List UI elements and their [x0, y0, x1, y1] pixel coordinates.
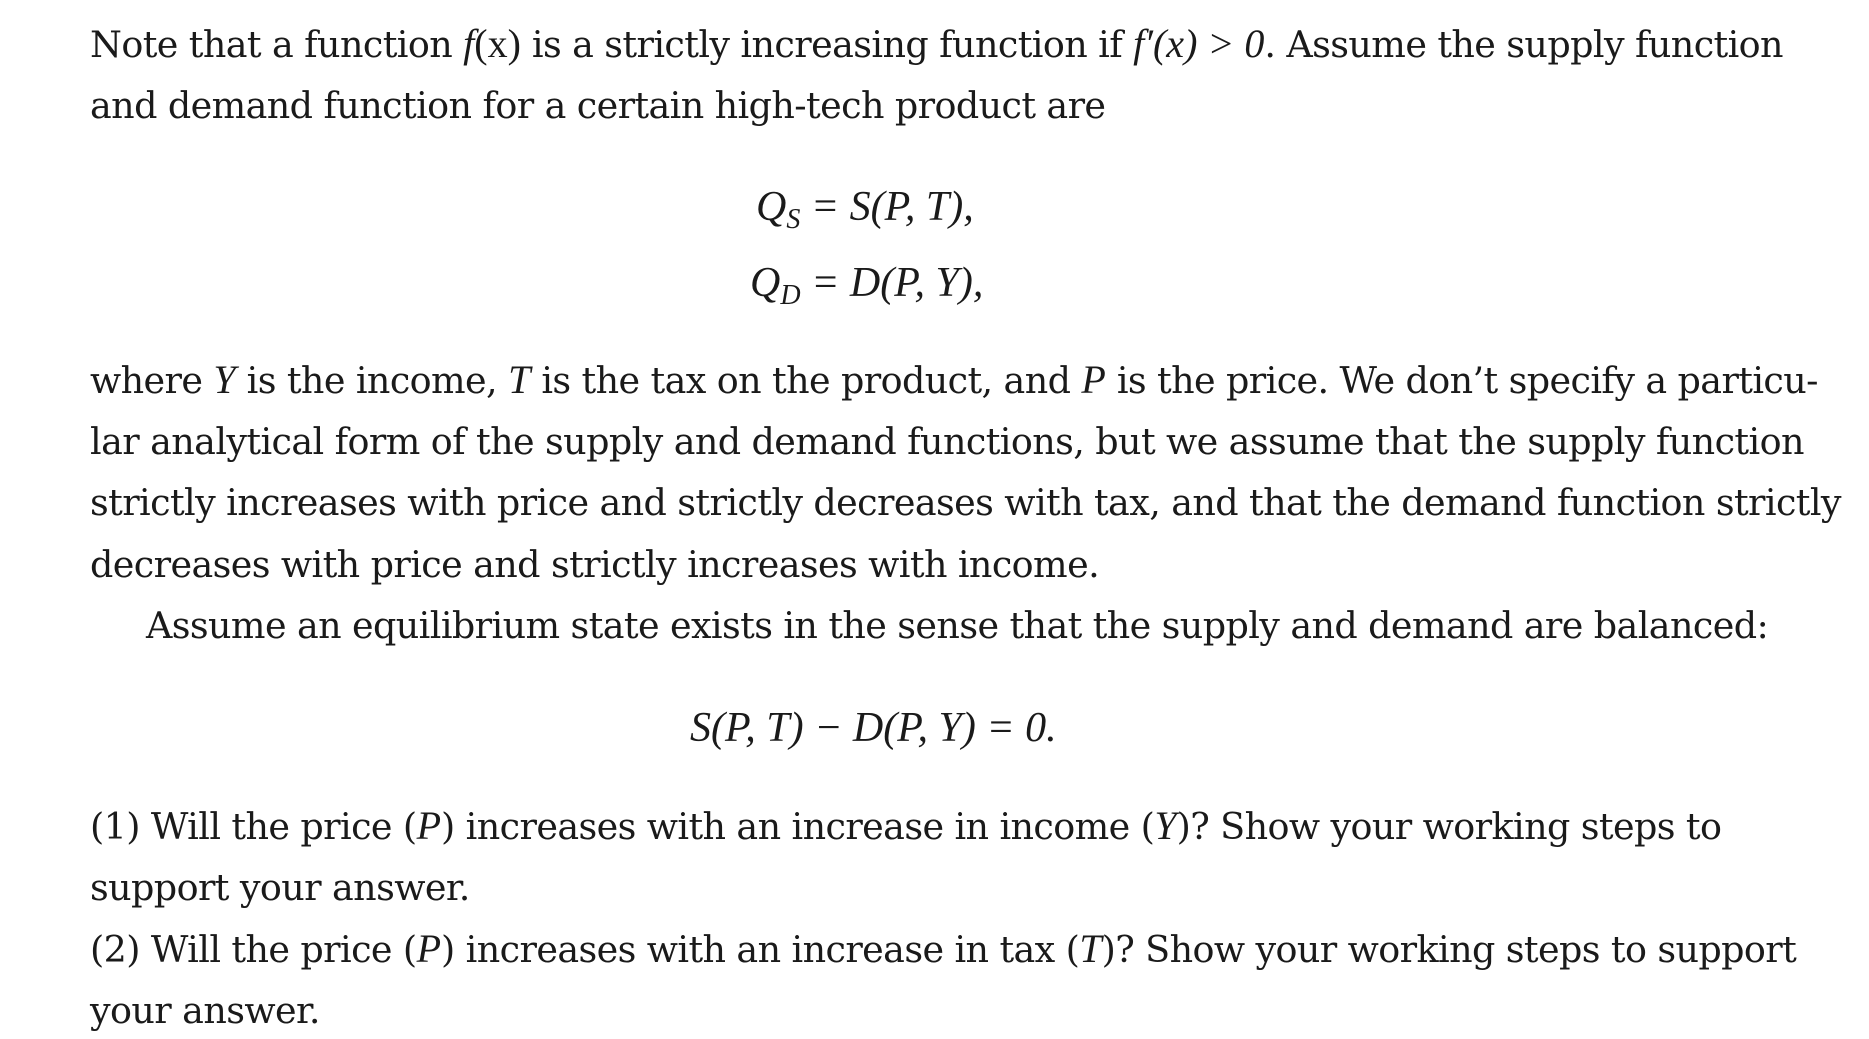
equilibrium-equation: S(P, T) − D(P, Y) = 0. — [690, 705, 1057, 751]
math-P: P — [416, 926, 441, 971]
text-span: )? Show your working steps to — [1176, 805, 1722, 848]
question-1-line-2: support your answer. — [90, 866, 470, 909]
text-span: Note that a function — [90, 23, 464, 66]
question-1-line-1 — [90, 803, 1722, 849]
intro-line-2: and demand function for a certain high-tech product are — [90, 84, 1106, 127]
eq-lhs: Q — [750, 260, 781, 306]
math-T: T — [508, 357, 531, 402]
math-P: P — [416, 803, 441, 848]
text-span: ) increases with an increase in income ( — [441, 805, 1155, 848]
body-line-1 — [90, 357, 1818, 403]
text-span: (1) Will the price ( — [90, 805, 417, 848]
text-span: . Assume the supply function — [1264, 23, 1783, 66]
text-span: where — [90, 359, 214, 402]
text-span: is the tax on the product, and — [530, 359, 1082, 402]
demand-equation — [750, 258, 984, 311]
eq-sub: D — [780, 280, 801, 311]
body-line-4: decreases with price and strictly increases with income. — [90, 543, 1100, 586]
supply-equation — [756, 182, 974, 235]
text-span: ) increases with an increase in tax ( — [441, 928, 1080, 971]
body-line-2: lar analytical form of the supply and demand functions, but we assume that the supply function — [90, 420, 1804, 463]
math-fprime: f′(x) > 0 — [1133, 21, 1265, 66]
body-line-5: Assume an equilibrium state exists in the sense that the supply and demand are balanced: — [146, 604, 1769, 647]
intro-line-1 — [90, 21, 1783, 67]
text-span: )? Show your working steps to support — [1101, 928, 1797, 971]
text-span: is the price. We don’t specify a particu- — [1105, 359, 1818, 402]
body-line-3: strictly increases with price and strictly decreases with tax, and that the demand function strictly — [90, 481, 1841, 524]
eq-lhs: Q — [756, 184, 787, 230]
text-span: is a strictly increasing function if — [520, 23, 1134, 66]
eq-sub: S — [786, 204, 801, 235]
eq-rhs: = S(P, T), — [800, 184, 974, 230]
math-x: (x) — [474, 21, 521, 66]
math-P: P — [1081, 357, 1106, 402]
text-span: is the income, — [235, 359, 509, 402]
math-Y: Y — [1154, 803, 1177, 848]
question-2-line-1 — [90, 926, 1797, 972]
math-Y: Y — [213, 357, 236, 402]
eq-rhs: = D(P, Y), — [800, 260, 984, 306]
math-f: f — [463, 21, 475, 66]
math-T: T — [1079, 926, 1102, 971]
question-2-line-2: your answer. — [90, 989, 320, 1032]
text-span: (2) Will the price ( — [90, 928, 417, 971]
